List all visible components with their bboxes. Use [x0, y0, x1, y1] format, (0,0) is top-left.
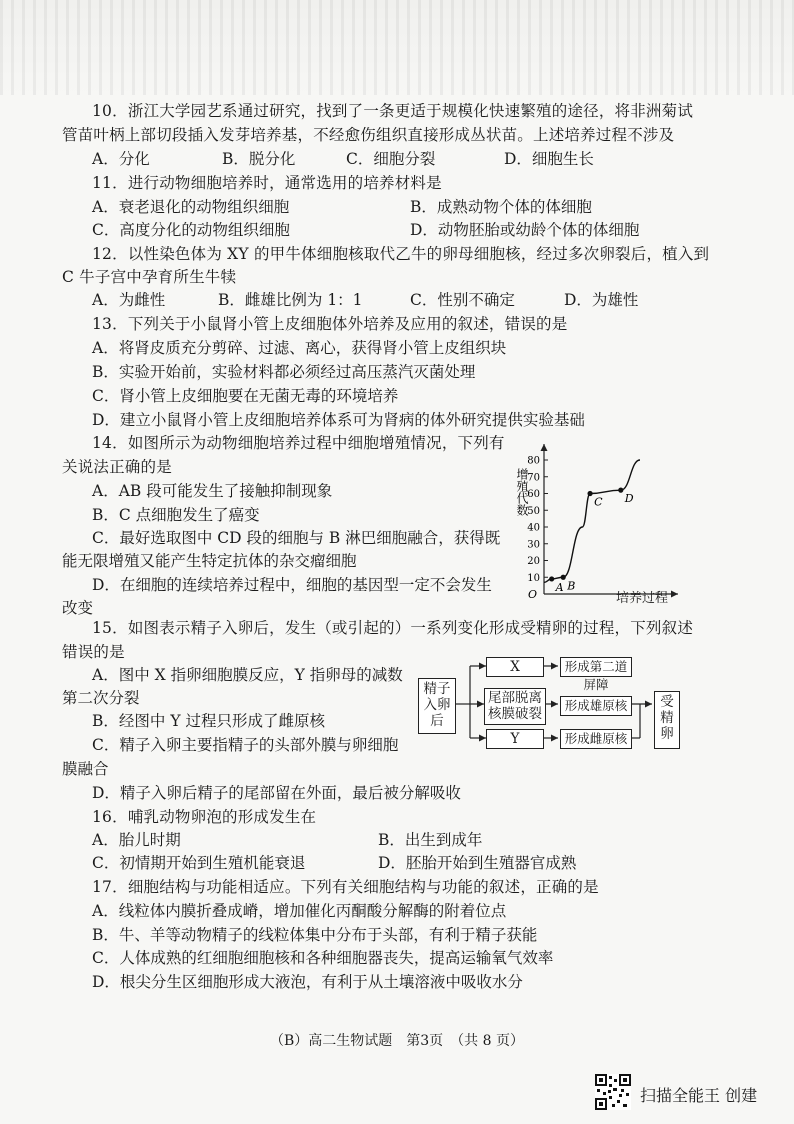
- q12-stem-line2: C 牛子宫中孕育所生牛犊: [62, 268, 237, 286]
- q14-option-d-line2: 改变: [62, 599, 94, 617]
- female-pronucleus-box: 形成雌原核: [560, 729, 632, 749]
- q15-option-a-line1: A．图中 X 指卵细胞膜反应，Y 指卵母的减数: [92, 666, 403, 684]
- start-line2: 入卵: [423, 697, 451, 713]
- q10-stem-line1: 10．浙江大学园艺系通过研究，找到了一条更适于规模化快速繁殖的途径，将非洲菊试: [92, 102, 694, 120]
- q15-option-b: B．经图中 Y 过程只形成了雌原核: [92, 712, 325, 730]
- zygote-box: [654, 691, 680, 749]
- q14-stem-line2: 关说法正确的是: [62, 458, 172, 476]
- second-barrier-box: 形成第二道屏障: [560, 657, 632, 677]
- q17-option-b: B．牛、羊等动物精子的线粒体集中分布于头部，有利于精子获能: [92, 926, 538, 944]
- q16-option-c: C．初情期开始到生殖机能衰退: [92, 854, 306, 872]
- start-line3: 后: [430, 713, 444, 729]
- sperm-entry-box: [418, 678, 456, 734]
- tail-detach-box: [484, 688, 546, 725]
- y-tick-label: 30: [527, 539, 540, 551]
- q13-option-a: A．将肾皮质充分剪碎、过滤、离心，获得肾小管上皮组织块: [92, 339, 507, 357]
- q16-option-a: A．胎儿时期: [92, 831, 181, 849]
- q13-option-d: D．建立小鼠肾小管上皮细胞培养体系可为肾病的体外研究提供实验基础: [92, 411, 585, 429]
- q11-option-a: A．衰老退化的动物组织细胞: [92, 198, 290, 216]
- growth-curve: [544, 460, 640, 582]
- point-b: [561, 575, 566, 580]
- point-c: [587, 491, 592, 496]
- q14-stem-line1: 14．如图所示为动物细胞培养过程中细胞增殖情况，下列有: [92, 434, 505, 452]
- curve-points: [549, 488, 634, 594]
- q15-option-c-line1: C．精子入卵主要指精子的头部外膜与卵细胞: [92, 736, 399, 754]
- point-label-d: D: [624, 492, 634, 506]
- q10-option-a: A．分化: [92, 150, 150, 168]
- q13-option-b: B．实验开始前，实验材料都必须经过高压蒸汽灭菌处理: [92, 363, 476, 381]
- q11-option-b: B．成熟动物个体的体细胞: [410, 198, 592, 216]
- mid-line1: 尾部脱离: [488, 690, 542, 706]
- start-line1: 精子: [423, 681, 451, 697]
- point-label-c: C: [594, 495, 603, 509]
- q10-stem-line2: 管苗叶柄上部切段插入发芽培养基，不经愈伤组织直接形成丛状苗。上述培养过程不涉及: [62, 126, 675, 144]
- y-box: Y: [486, 729, 544, 749]
- q17-option-c: C．人体成熟的红细胞细胞核和各种细胞器丧失，提高运输氧气效率: [92, 949, 554, 967]
- q11-option-c: C．高度分化的动物组织细胞: [92, 221, 290, 239]
- q16-option-d: D．胚胎开始到生殖器官成熟: [378, 854, 577, 872]
- point-label-b: B: [567, 579, 576, 593]
- q11-stem: 11．进行动物细胞培养时，通常选用的培养材料是: [92, 174, 442, 192]
- end-line2: 精: [660, 710, 674, 726]
- q11-option-d: D．动物胚胎或幼龄个体的体细胞: [410, 221, 640, 239]
- q15-option-d: D．精子入卵后精子的尾部留在外面，最后被分解吸收: [92, 784, 461, 802]
- q10-option-b: B．脱分化: [222, 150, 296, 168]
- camscanner-watermark: 扫描全能王 创建: [640, 1086, 758, 1105]
- scan-noise-band: [0, 0, 794, 95]
- q17-option-a: A．线粒体内膜折叠成嵴，增加催化丙酮酸分解酶的附着位点: [92, 902, 507, 920]
- q15-option-c-line2: 膜融合: [62, 760, 109, 778]
- q12-option-c: C．性别不确定: [410, 291, 515, 309]
- q16-option-b: B．出生到成年: [378, 831, 483, 849]
- origin-label: O: [528, 588, 538, 601]
- q14-option-c-line2: 能无限增殖又能产生特定抗体的杂交瘤细胞: [62, 552, 357, 570]
- y-tick-labels: [527, 456, 548, 584]
- x-axis-title: 培养过程: [616, 591, 669, 606]
- y-tick-label: 20: [527, 556, 540, 567]
- q14-option-b: B．C 点细胞发生了癌变: [92, 506, 260, 524]
- q14-option-c-line1: C．最好选取图中 CD 段的细胞与 B 淋巴细胞融合，获得既: [92, 529, 501, 547]
- point-a: [549, 576, 554, 581]
- q12-option-a: A．为雌性: [92, 291, 166, 309]
- q13-stem: 13．下列关于小鼠肾小管上皮细胞体外培养及应用的叙述，错误的是: [92, 315, 568, 333]
- page-footer: （B）高二生物试题 第3页 （共 8 页）: [269, 1033, 524, 1049]
- q10-option-c: C．细胞分裂: [346, 150, 436, 168]
- x-box: X: [486, 657, 544, 677]
- q14-option-a: A．AB 段可能发生了接触抑制现象: [92, 482, 333, 500]
- q13-option-c: C．肾小管上皮细胞要在无菌无毒的环境培养: [92, 387, 399, 405]
- y-tick-label: 70: [527, 472, 540, 484]
- q10-option-d: D．细胞生长: [504, 150, 594, 168]
- q15-option-a-line2: 第二次分裂: [62, 689, 140, 707]
- q15-stem-line1: 15．如图表示精子入卵后，发生（或引起的）一系列变化形成受精卵的过程，下列叙述: [92, 619, 694, 637]
- mid-line2: 核膜破裂: [488, 706, 542, 722]
- q14-growth-chart: [496, 438, 686, 610]
- q14-option-d-line1: D．在细胞的连续培养过程中，细胞的基因型一定不会发生: [92, 576, 492, 594]
- q12-option-d: D．为雄性: [564, 291, 639, 309]
- y-tick-label: 60: [527, 489, 540, 500]
- q12-option-b: B．雌雄比例为 1：1: [218, 291, 363, 309]
- end-line3: 卵: [660, 726, 674, 742]
- point-d: [618, 488, 623, 493]
- y-axis-title: 增殖代数: [515, 468, 529, 516]
- point-label-a: A: [555, 580, 564, 594]
- y-tick-label: 40: [527, 522, 540, 534]
- q16-stem: 16．哺乳动物卵泡的形成发生在: [92, 808, 317, 826]
- y-tick-label: 80: [527, 455, 540, 467]
- q17-stem: 17．细胞结构与功能相适应。下列有关细胞结构与功能的叙述，正确的是: [92, 878, 599, 896]
- q17-option-d: D．根尖分生区细胞形成大液泡，有利于从土壤溶液中吸收水分: [92, 973, 523, 991]
- male-pronucleus-box: 形成雄原核: [560, 696, 632, 716]
- qr-code-icon: [595, 1074, 631, 1110]
- y-tick-label: 50: [527, 505, 540, 517]
- q12-stem-line1: 12．以性染色体为 XY 的甲牛体细胞核取代乙牛的卵母细胞核，经过多次卵裂后，植入到: [92, 245, 710, 263]
- q15-stem-line2: 错误的是: [62, 643, 125, 661]
- y-tick-label: 10: [527, 572, 540, 584]
- end-line1: 受: [660, 694, 674, 710]
